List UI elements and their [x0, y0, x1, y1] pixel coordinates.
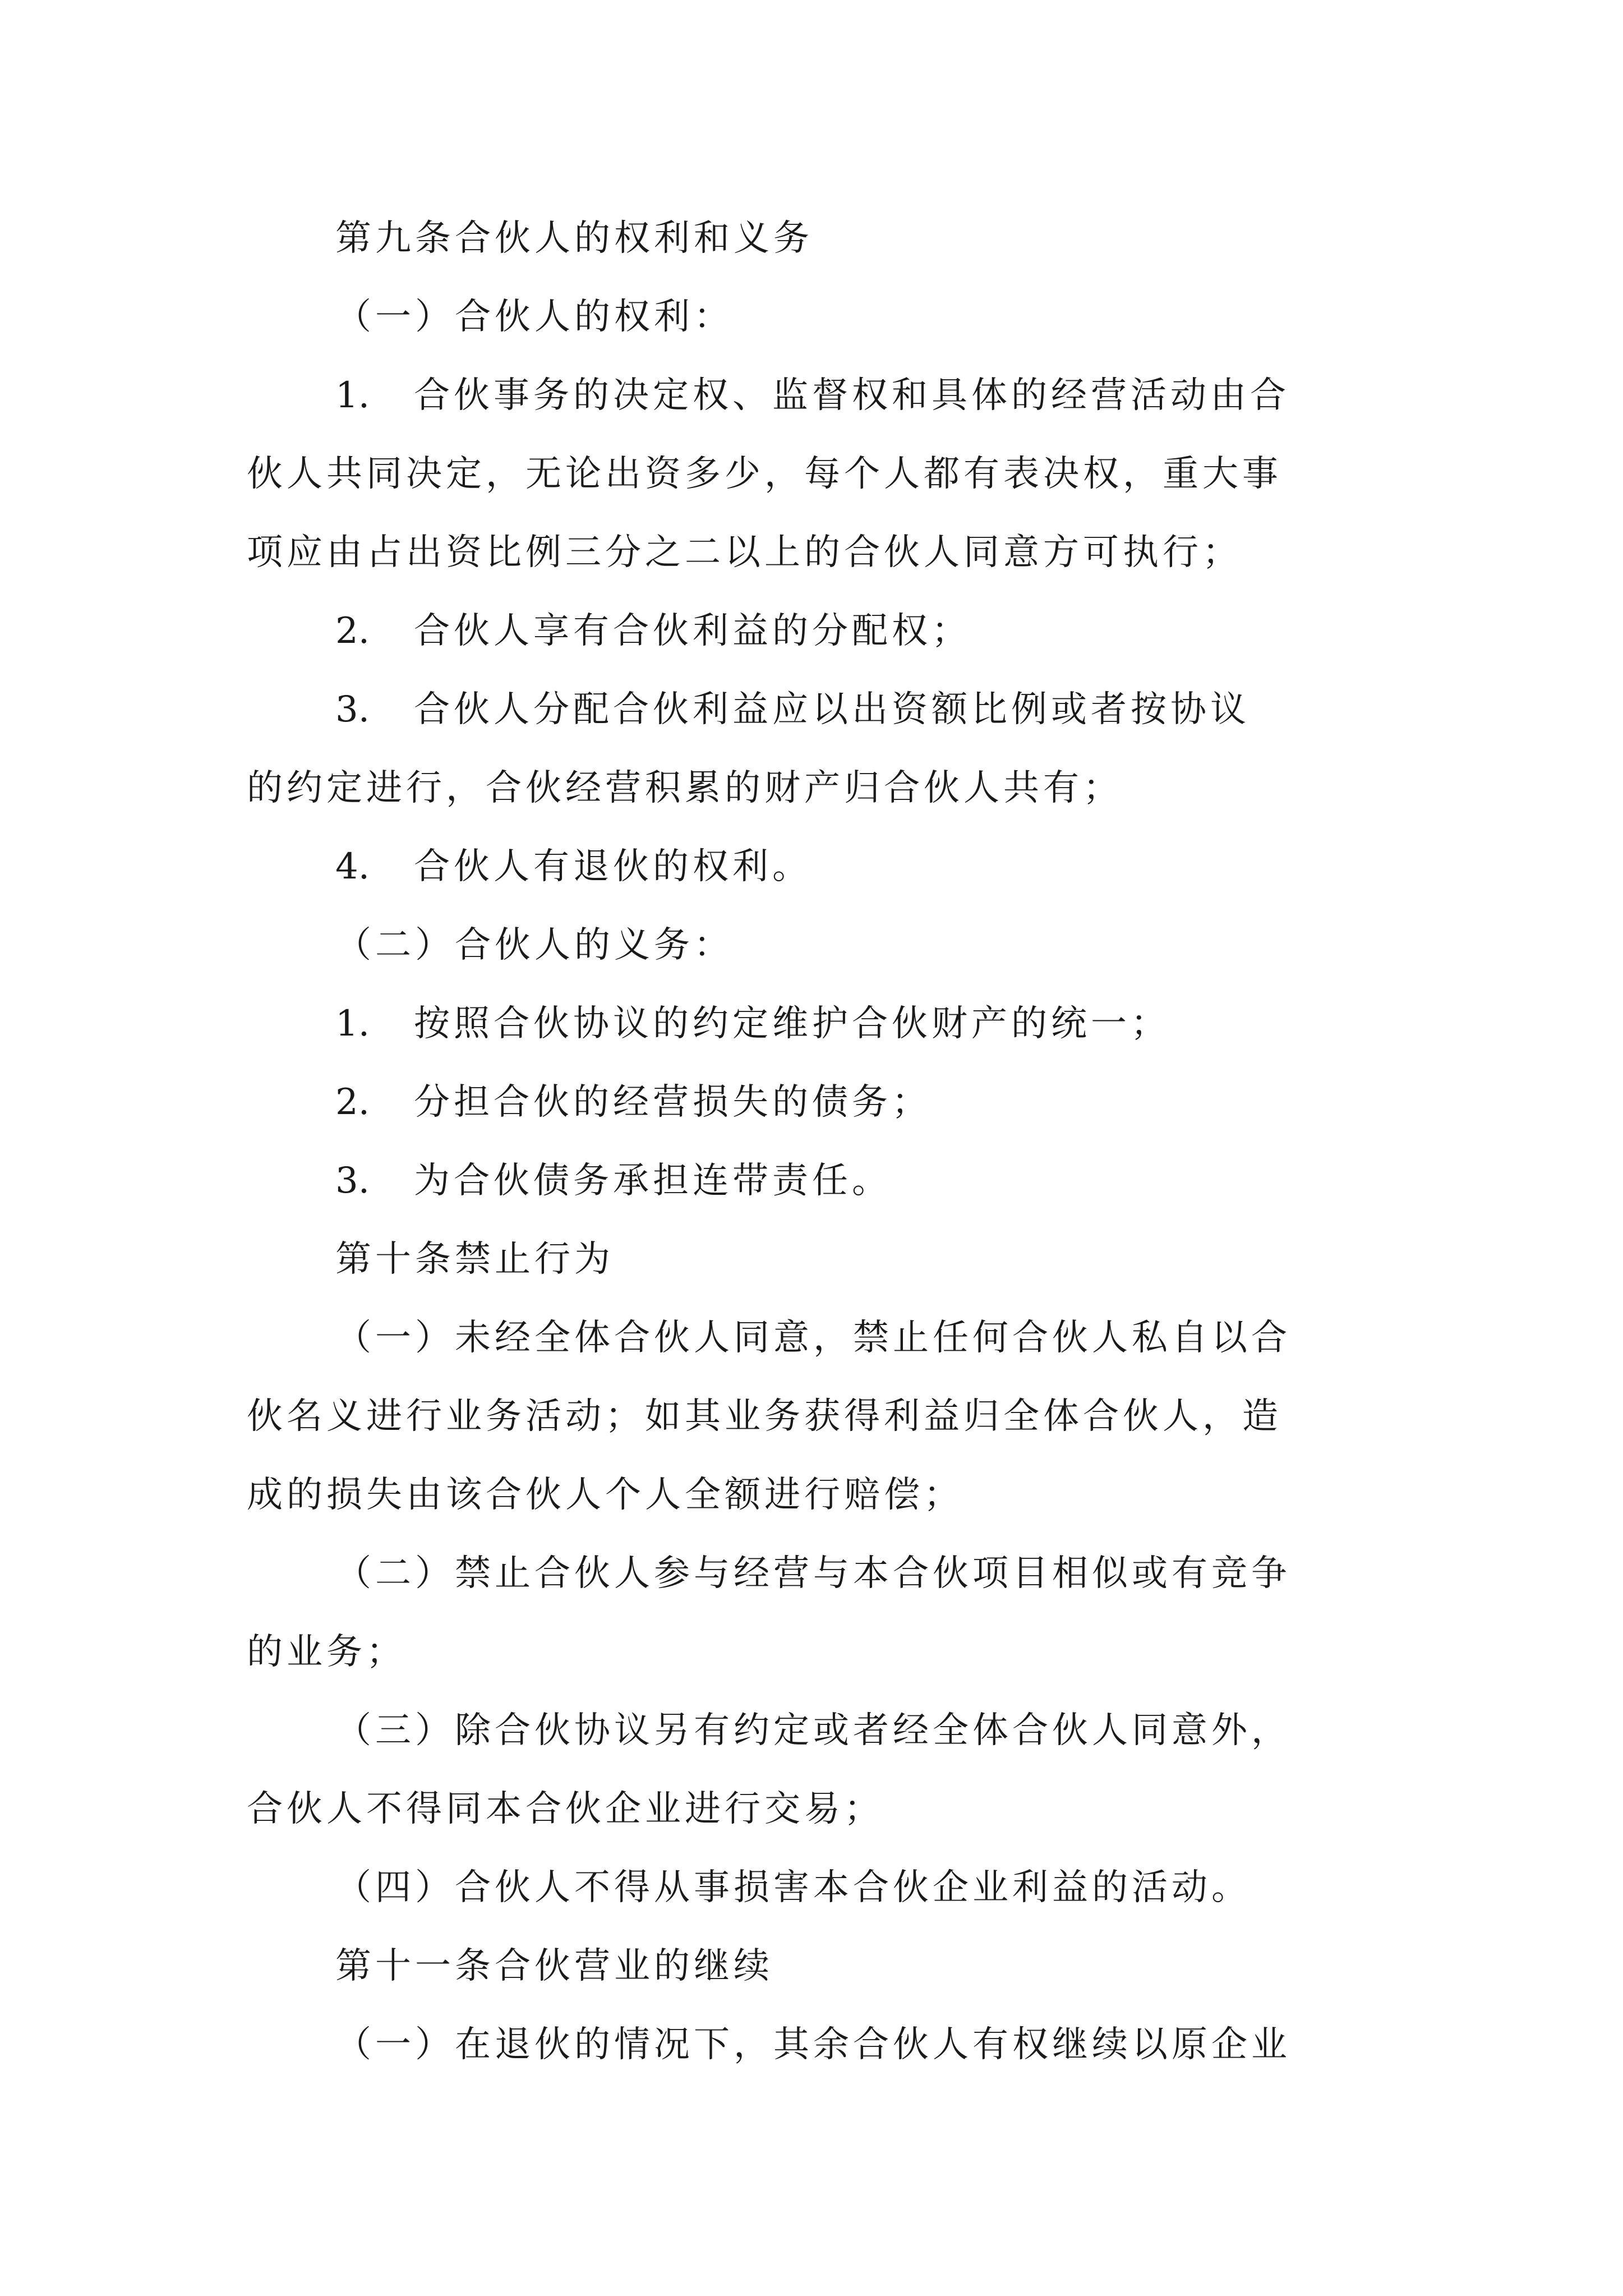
- rights-item-1-line-1: [335, 373, 1290, 418]
- rights-item-1-line-3: 项应由占出资比例三分之二以上的合伙人同意方可执行；: [247, 532, 1242, 573]
- rights-item-3-text: 合伙人分配合伙利益应以出资额比例或者按协议: [414, 689, 1250, 730]
- prohibition-item-2-line-1: （二）禁止合伙人参与经营与本合伙项目相似或有竞争: [335, 1553, 1291, 1594]
- duties-item-2: [335, 1080, 932, 1125]
- duties-item-2-text: 分担合伙的经营损失的债务；: [414, 1082, 932, 1123]
- duties-item-3-number: 3.: [335, 1160, 370, 1202]
- duties-item-2-number: 2.: [335, 1082, 370, 1123]
- rights-item-1-text: 合伙事务的决定权、监督权和具体的经营活动由合: [414, 375, 1290, 416]
- prohibition-item-1-line-2: 伙名义进行业务活动；如其业务获得利益归全体合伙人，造: [247, 1396, 1282, 1437]
- article-11-title: 第十一条合伙营业的继续: [335, 1945, 773, 1987]
- prohibition-item-1-line-3: 成的损失由该合伙人个人全额进行赔偿；: [247, 1474, 963, 1516]
- rights-item-3-number: 3.: [335, 689, 370, 730]
- rights-heading: （一）合伙人的权利：: [335, 296, 734, 338]
- duties-item-1: [335, 1001, 1170, 1046]
- rights-item-2-text: 合伙人享有合伙利益的分配权；: [414, 610, 971, 652]
- rights-item-3-line-1: [335, 687, 1250, 732]
- duties-item-3: [335, 1158, 892, 1203]
- rights-item-4-text: 合伙人有退伙的权利。: [414, 846, 812, 887]
- rights-item-1-line-2: 伙人共同决定，无论出资多少，每个人都有表决权，重大事: [247, 453, 1282, 495]
- rights-item-4-line-1: [335, 844, 812, 889]
- prohibition-item-4-line-1: （四）合伙人不得从事损害本合伙企业利益的活动。: [335, 1867, 1251, 1908]
- article-10-title: 第十条禁止行为: [335, 1239, 614, 1280]
- rights-item-1-number: 1.: [335, 375, 370, 416]
- duties-heading: （二）合伙人的义务：: [335, 924, 734, 966]
- continuation-item-1-line-1: （一）在退伙的情况下，其余合伙人有权继续以原企业: [335, 2024, 1291, 2065]
- prohibition-item-3-line-1: （三）除合伙协议另有约定或者经全体合伙人同意外，: [335, 1710, 1291, 1751]
- duties-item-1-text: 按照合伙协议的约定维护合伙财产的统一；: [414, 1003, 1170, 1045]
- rights-item-4-number: 4.: [335, 846, 370, 887]
- duties-item-1-number: 1.: [335, 1003, 370, 1045]
- rights-item-2-number: 2.: [335, 610, 370, 652]
- prohibition-item-1-line-1: （一）未经全体合伙人同意，禁止任何合伙人私自以合: [335, 1317, 1291, 1359]
- rights-item-2-line-1: [335, 609, 971, 654]
- duties-item-3-text: 为合伙债务承担连带责任。: [414, 1160, 892, 1202]
- rights-item-3-line-2: 的约定进行，合伙经营积累的财产归合伙人共有；: [247, 767, 1123, 809]
- article-9-title: 第九条合伙人的权利和义务: [335, 218, 813, 259]
- prohibition-item-3-line-2: 合伙人不得同本合伙企业进行交易；: [247, 1788, 884, 1830]
- prohibition-item-2-line-2: 的业务；: [247, 1631, 406, 1673]
